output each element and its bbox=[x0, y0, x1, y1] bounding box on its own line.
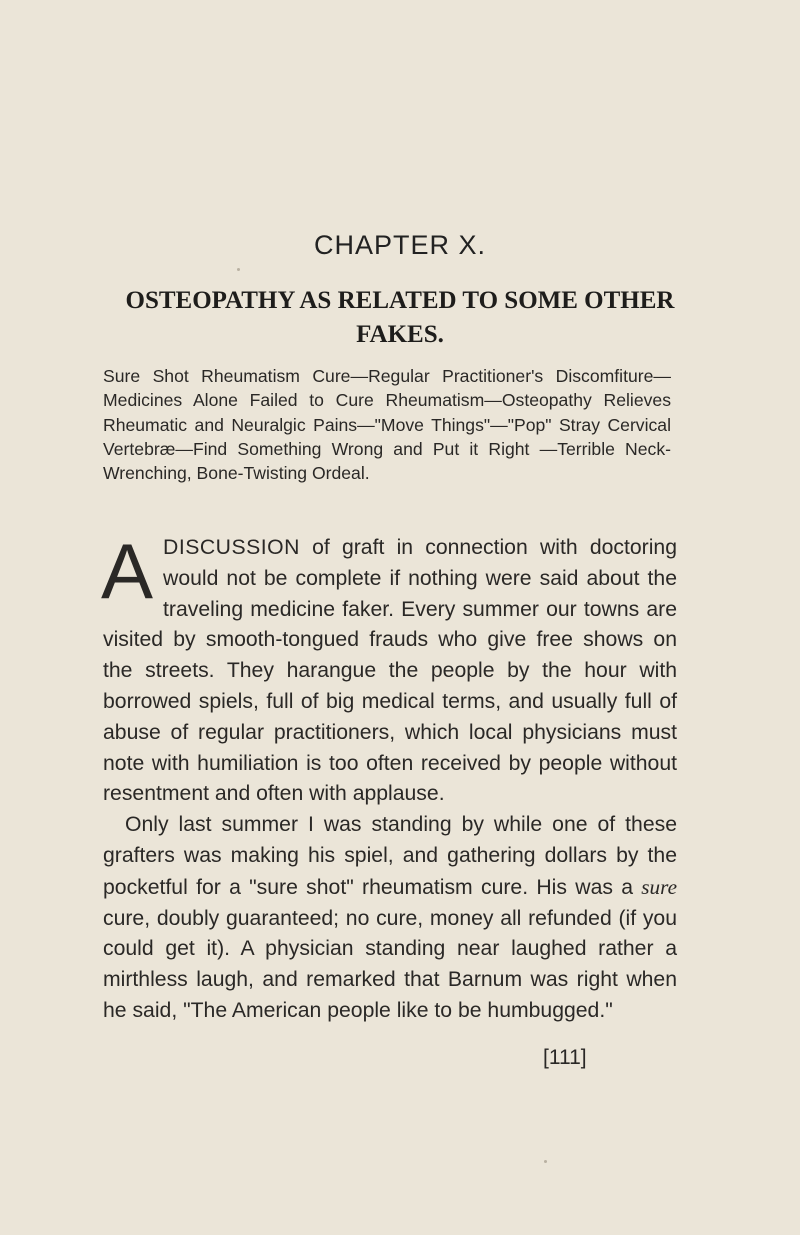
paragraph-2-end: cure, doubly guaranteed; no cure, money all refunded (if you could get it). A physician standing near laughed rather a mirthless laugh, and remarked that Barnum was right when he said, "The American people like to be humbugged." bbox=[103, 906, 677, 1022]
paragraph-1-text: of graft in connection with doctoring would not be complete if nothing were said about the traveling medicine faker. Every summer our towns are visited by smooth-tongued frauds who give free shows on the streets. They harangue the people by the hour with borrowed spiels, full of big medical terms, and usually full of abuse of regular practitioners, which local physicians must note with humiliation is too often received by people without resentment and often with applause. bbox=[103, 536, 677, 806]
chapter-synopsis: Sure Shot Rheumatism Cure—Regular Practitioner's Discomfiture—Medicines Alone Failed to Cure Rheumatism—Osteopathy Relieves Rheumatic and Neuralgic Pains—"Move Things"—"Pop" Stray Cervical Vertebræ—Find Something Wrong and Put it Right —Terrible Neck-Wrenching, Bone-Twisting Ordeal. bbox=[103, 366, 671, 484]
paper-speck bbox=[544, 1160, 547, 1163]
drop-cap: A bbox=[101, 527, 154, 615]
lead-caps: DISCUSSION bbox=[163, 536, 300, 559]
body-text bbox=[101, 527, 677, 1027]
page-number: [111] bbox=[543, 1046, 587, 1069]
chapter-heading: CHAPTER X. bbox=[313, 230, 487, 260]
paragraph-2-start: Only last summer I was standing by while one of these grafters was making his spiel, and gathering dollars by the pocketful for a "sure shot" rheumatism cure. His was a bbox=[103, 813, 677, 899]
paragraph-1 bbox=[101, 527, 677, 810]
paper-speck bbox=[237, 268, 240, 271]
chapter-title: OSTEOPATHY AS RELATED TO SOME OTHER FAKES. bbox=[125, 287, 675, 348]
paragraph-2 bbox=[103, 810, 677, 1027]
paragraph-2-italic: sure bbox=[641, 874, 677, 899]
